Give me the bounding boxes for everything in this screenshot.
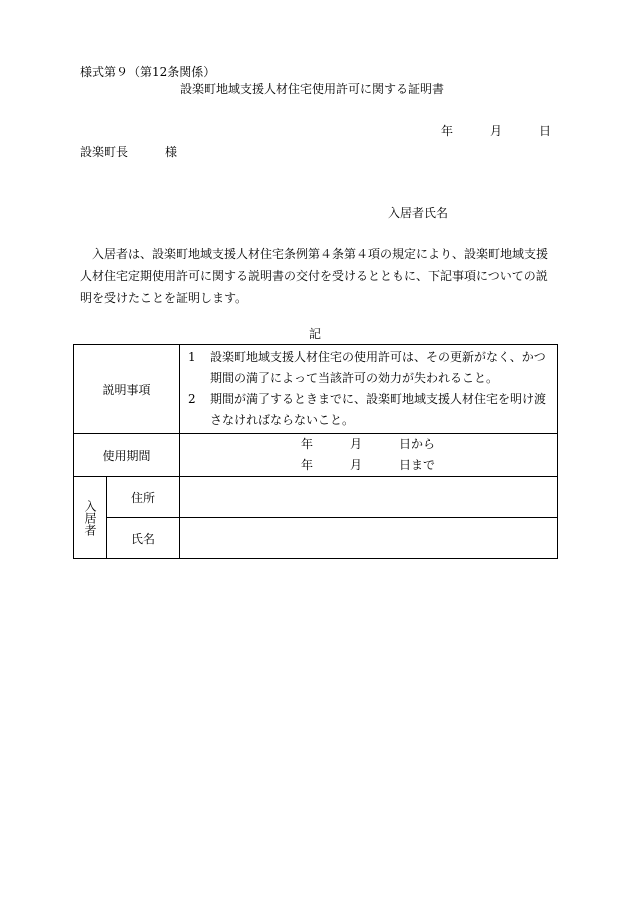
date-month-label: 月 xyxy=(490,124,503,138)
certificate-table xyxy=(73,344,558,559)
explanation-row xyxy=(74,345,558,434)
date-year-label: 年 xyxy=(441,124,454,138)
period-to-month: 月 xyxy=(350,458,363,472)
item-number: 2 xyxy=(188,392,196,406)
addressee-name: 設楽町長 xyxy=(80,145,129,159)
document-title: 設楽町地域支援人材住宅使用許可に関する証明書 xyxy=(180,82,445,96)
period-to-year: 年 xyxy=(301,458,314,472)
name-row xyxy=(74,518,558,559)
period-from xyxy=(180,434,557,455)
period-from-day: 日から xyxy=(399,437,436,451)
period-from-year: 年 xyxy=(301,437,314,451)
period-to-day: 日まで xyxy=(399,458,436,472)
ki-heading: 記 xyxy=(309,327,322,341)
resident-signature-label: 入居者氏名 xyxy=(388,206,449,220)
name-label: 氏名 xyxy=(107,518,180,559)
period-label: 使用期間 xyxy=(74,434,180,477)
item-text: 設楽町地域支援人材住宅の使用許可は、その更新がなく、かつ期間の満了によって当該許可の効力が失われること。 xyxy=(210,350,546,385)
addressee-honorific: 様 xyxy=(165,145,178,159)
period-values xyxy=(180,434,558,477)
resident-group-cell xyxy=(74,477,107,559)
body-paragraph: 入居者は、設楽町地域支援人材住宅条例第４条第４項の規定により、設楽町地域支援人材住宅定期使用許可に関する説明書の交付を受けるとともに、下記事項についての説明を受けたことを証明します。 xyxy=(80,247,549,305)
period-from-month: 月 xyxy=(350,437,363,451)
period-to xyxy=(180,455,557,476)
address-row xyxy=(74,477,558,518)
period-row xyxy=(74,434,558,477)
item-number: 1 xyxy=(188,350,196,364)
explanation-label: 説明事項 xyxy=(74,345,180,434)
address-label: 住所 xyxy=(107,477,180,518)
list-item xyxy=(188,389,551,431)
addressee xyxy=(80,145,178,159)
address-value[interactable] xyxy=(180,477,558,518)
form-number: 様式第９（第12条関係） xyxy=(80,65,216,79)
list-item xyxy=(188,347,551,389)
name-value[interactable] xyxy=(180,518,558,559)
date-day-label: 日 xyxy=(539,124,552,138)
item-text: 期間が満了するときまでに、設楽町地域支援人材住宅を明け渡さなければならないこと。 xyxy=(210,392,547,427)
explanation-items xyxy=(180,345,558,434)
resident-label: 入居者 xyxy=(83,499,97,536)
